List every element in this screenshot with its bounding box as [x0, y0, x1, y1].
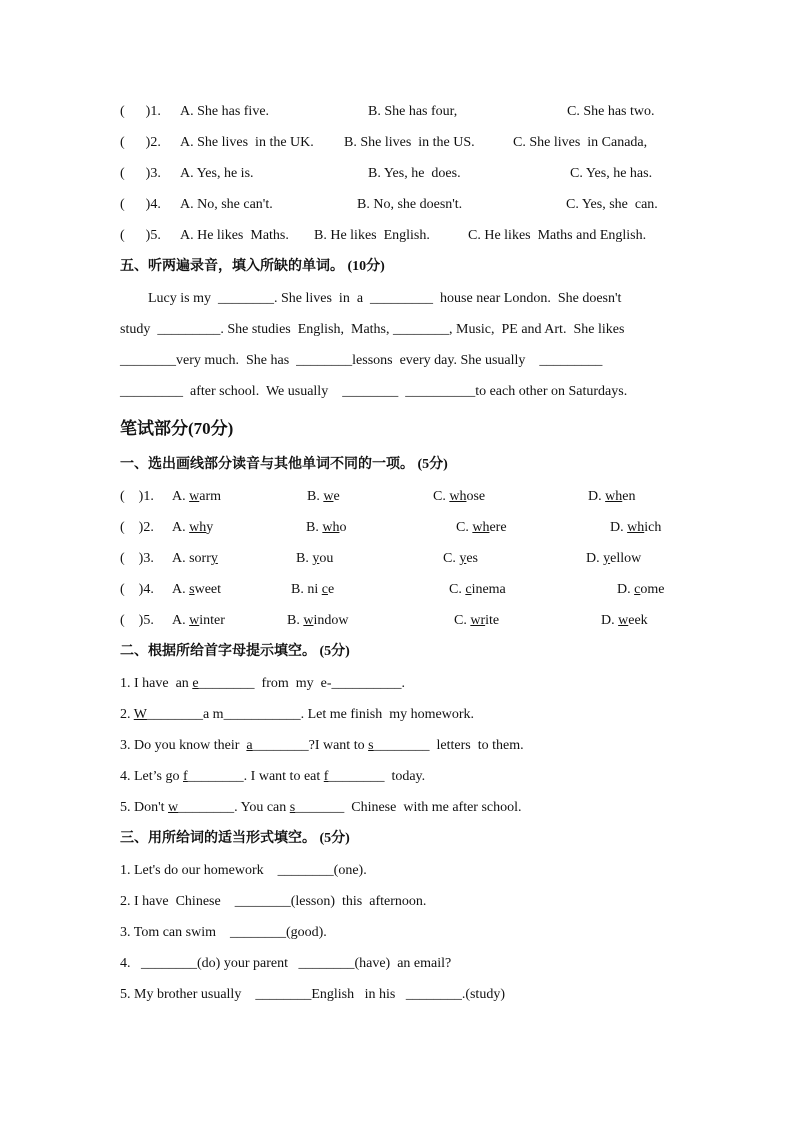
part2-line-2: 2. W________a m___________. Let me finish my homework.: [120, 707, 474, 722]
part2-line-3: 3. Do you know their a________?I want to s________ letters to them.: [120, 738, 524, 753]
section5-title: 五、听两遍录音，填入所缺的单词。 (10分): [120, 259, 385, 274]
listening-question-2: ( )2. A. She lives in the UK. B. She lives in the US. C. She lives in Canada,: [120, 135, 648, 150]
part2-line-1: 1. I have an e________ from my e-__________.: [120, 676, 406, 691]
listening-question-3: ( )3. A. Yes, he is. B. Yes, he does. C. Yes, he has.: [120, 166, 653, 181]
listening-question-1: ( )1. A. She has five. B. She has four, C. She has two.: [120, 104, 655, 119]
written-part-title: 笔试部分(70分): [120, 419, 234, 438]
part1-question-3: ( )3. A. sorry B. you C. yes D. yellow: [120, 551, 642, 566]
section5-line-3: ________very much. She has ________lessons every day. She usually _________: [120, 353, 603, 368]
listening-question-5: ( )5. A. He likes Maths. B. He likes English. C. He likes Maths and English.: [120, 228, 647, 243]
part3-title: 三、用所给词的适当形式填空。 (5分): [120, 831, 350, 846]
part1-question-4: ( )4. A. sweet B. ni ce C. cinema D. come: [120, 582, 665, 597]
part1-question-5: ( )5. A. winter B. window C. write D. week: [120, 613, 648, 628]
part3-line-3: 3. Tom can swim ________(good).: [120, 925, 327, 940]
part3-line-1: 1. Let's do our homework ________(one).: [120, 863, 367, 878]
part2-line-4: 4. Let’s go f________. I want to eat f________ today.: [120, 769, 426, 784]
part3-line-2: 2. I have Chinese ________(lesson) this afternoon.: [120, 894, 427, 909]
part3-line-5: 5. My brother usually ________English in his ________.(study): [120, 987, 505, 1002]
part1-question-2: ( )2. A. why B. who C. where D. which: [120, 520, 662, 535]
part2-title: 二、根据所给首字母提示填空。 (5分): [120, 644, 350, 659]
listening-question-4: ( )4. A. No, she can't. B. No, she doesn't. C. Yes, she can.: [120, 197, 658, 212]
section5-line-1: Lucy is my ________. She lives in a _________ house near London. She doesn't: [148, 291, 622, 306]
part2-line-5: 5. Don't w________. You can s_______ Chinese with me after school.: [120, 800, 522, 815]
part3-line-4: 4. ________(do) your parent ________(have) an email?: [120, 956, 452, 971]
part1-question-1: ( )1. A. warm B. we C. whose D. when: [120, 489, 636, 504]
section5-line-4: _________ after school. We usually ________ __________to each other on Saturdays.: [120, 384, 628, 399]
part1-title: 一、选出画线部分读音与其他单词不同的一项。 (5分): [120, 457, 448, 472]
section5-line-2: study _________. She studies English, Maths, ________, Music, PE and Art. She likes: [120, 322, 625, 337]
